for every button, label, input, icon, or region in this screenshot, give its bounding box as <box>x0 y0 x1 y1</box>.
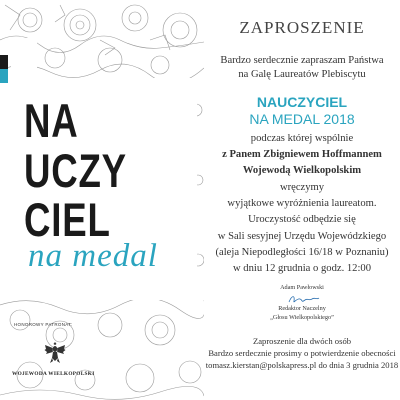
body-line-9: w dniu 12 grudnia o godz. 12:00 <box>233 263 371 274</box>
cover-title-line-3: CIEL <box>24 193 111 246</box>
body-line-3: Wojewodą Wielkopolskim <box>242 165 362 176</box>
footer-line-2: Bardzo serdecznie prosimy o potwierdzenie obecności <box>208 348 396 358</box>
patron-name: WOJEWODA WIELKOPOLSKI <box>12 371 95 377</box>
signer-name: Adam Pawłowski <box>280 284 324 291</box>
event-title: NAUCZYCIEL <box>256 94 348 110</box>
cover-subtitle: na medal <box>28 238 158 274</box>
body-line-4: wręczymy <box>279 182 325 193</box>
body-line-2: z Panem Zbigniewem Hoffmannem <box>222 149 382 160</box>
body-line-6: Uroczystość odbędzie się <box>248 214 356 225</box>
body-line-8: (aleja Niepodległości 16/18 w Poznaniu) <box>215 247 389 258</box>
footer-line-1: Zaproszenie dla dwóch osób <box>252 336 352 346</box>
body-line-5: wyjątkowe wyróżnienia laureatom. <box>227 198 377 209</box>
cover-title-line-2: UCZY <box>24 144 127 197</box>
rsvp-email: tomasz.kierstan@polskapress.pl do dnia 3 grudnia 2018 <box>205 360 399 370</box>
patronage-label: HONOROWY PATRONAT: <box>14 322 73 327</box>
intro-line-1: Bardzo serdecznie zapraszam Państwa <box>220 55 384 66</box>
signer-paper: „Głosu Wielkopolskiego” <box>270 314 334 321</box>
event-subtitle: NA MEDAL 2018 <box>249 111 355 127</box>
signer-role: Redaktor Naczelny <box>278 305 326 312</box>
signature <box>287 293 321 305</box>
body-line-1: podczas której wspólnie <box>250 133 354 144</box>
invitation-header: ZAPROSZENIE <box>239 18 365 37</box>
invitation-panel <box>204 0 400 400</box>
body-line-7: w Sali sesyjnej Urzędu Wojewódzkiego <box>217 231 387 242</box>
cover-title-line-1: NA <box>24 94 79 147</box>
intro-line-2: na Galę Laureatów Plebiscytu <box>238 69 366 80</box>
eagle-emblem-icon <box>44 340 66 364</box>
brand-logo <box>0 55 8 83</box>
